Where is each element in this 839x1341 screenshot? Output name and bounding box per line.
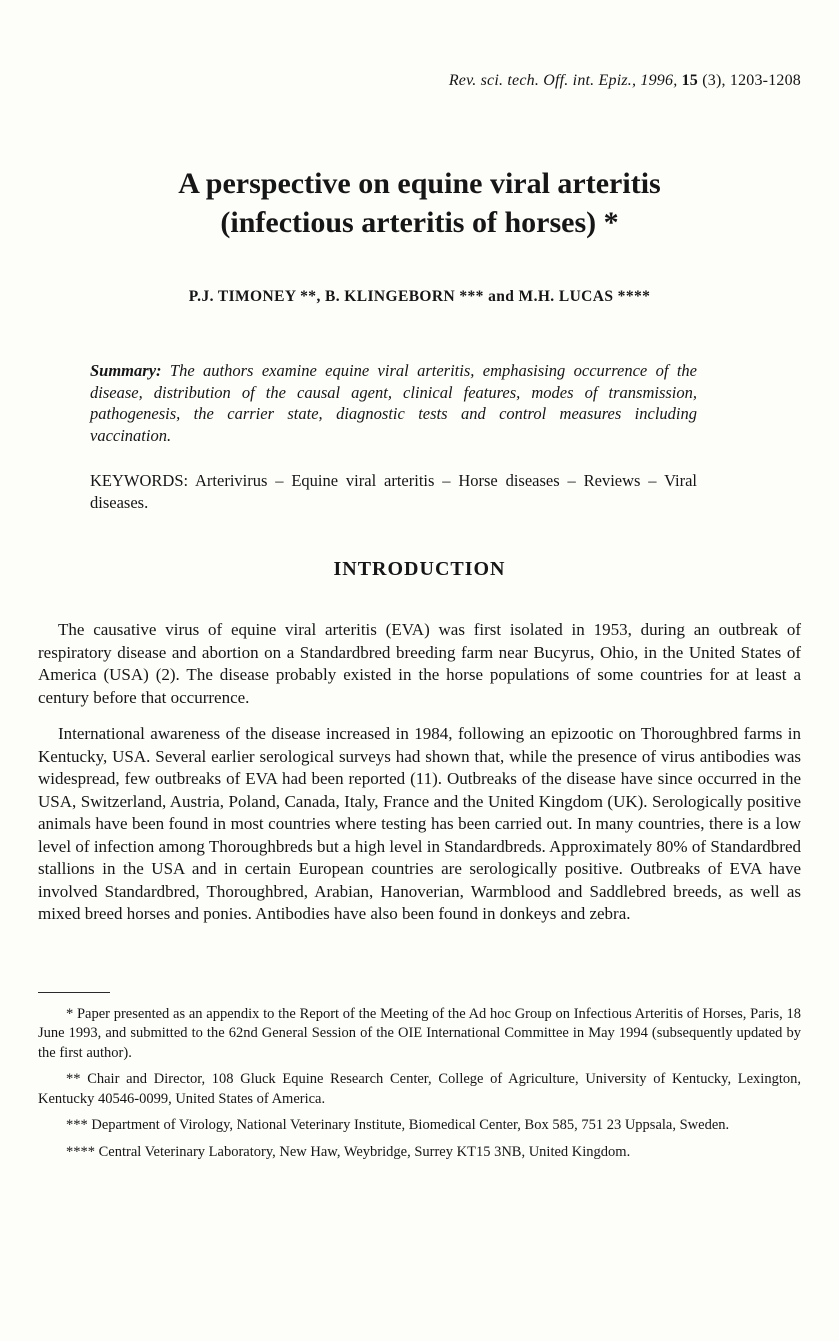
keywords-block: KEYWORDS: Arterivirus – Equine viral arteritis – Horse diseases – Reviews – Viral diseases. [90, 471, 697, 512]
footnotes-section [38, 1005, 801, 1163]
body-paragraph-1: The causative virus of equine viral arteritis (EVA) was first isolated in 1953, during an outbreak of respiratory disease and abortion on a Standardbred breeding farm near Bucyrus, Ohio, in the United States of America (USA) (2). The disease probably existed in the horse populations of some countries for at least a century before that occurrence. [38, 620, 801, 707]
footnote-3: *** Department of Virology, National Veterinary Institute, Biomedical Center, Box 585, 751 23 Uppsala, Sweden. [66, 1117, 730, 1133]
summary-block [90, 360, 697, 446]
body-paragraph-2: International awareness of the disease increased in 1984, following an epizootic on Thoroughbred farms in Kentucky, USA. Several earlier serological surveys had shown that, while the presence of virus antibodies was widespread, few outbreaks of EVA had been reported (11). Outbreaks of the disease have since occurred in the USA, Switzerland, Austria, Poland, Canada, Italy, France and the United Kingdom (UK). Serologically positive animals have been found in most countries where testing has been carried out. In many countries, there is a low level of infection among Thoroughbreds but a high level in Standardbreds. Approximately 80% of Standardbred stallions in the USA and in certain European countries are serologically positive. Outbreaks of EVA have involved Standardbred, Thoroughbred, Arabian, Hanoverian, Warmblood and Saddlebred breeds, as well as mixed breed horses and ponies. Antibodies have also been found in donkeys and zebra. [38, 724, 801, 923]
footnote-4: **** Central Veterinary Laboratory, New Haw, Weybridge, Surrey KT15 3NB, United Kingdom. [66, 1143, 631, 1160]
page-title-line2: (infectious arteritis of horses) * [220, 206, 619, 239]
summary-label: Summary: [90, 361, 162, 380]
footnote-2: ** Chair and Director, 108 Gluck Equine Research Center, College of Agriculture, University of Kentucky, Lexington, Kentucky 40546-0099, United States of America. [38, 1071, 801, 1107]
footnote-divider [38, 992, 110, 993]
journal-reference-prefix: Rev. sci. tech. Off. int. Epiz., 1996, [448, 72, 682, 89]
journal-volume: 15 [681, 72, 699, 89]
section-heading-introduction: INTRODUCTION [333, 558, 506, 580]
journal-reference [38, 0, 801, 90]
summary-text: The authors examine equine viral arteritis, emphasising occurrence of the disease, distribution of the causal agent, clinical features, modes of transmission, pathogenesis, the carrier state, diagnostic tests and control measures including vaccination. [90, 361, 697, 445]
authors-line: P.J. TIMONEY **, B. KLINGEBORN *** and M.H. LUCAS **** [188, 288, 651, 305]
page-title [38, 164, 801, 242]
journal-reference-suffix: (3), 1203-1208 [698, 72, 801, 89]
footnote-1: * Paper presented as an appendix to the Report of the Meeting of the Ad hoc Group on Infectious Arteritis of Horses, Paris, 18 June 1993, and submitted to the 62nd General Session of the OIE International Committee in May 1994 (subsequently updated by the first author). [38, 1005, 801, 1061]
page-title-line1: A perspective on equine viral arteritis [178, 167, 661, 200]
